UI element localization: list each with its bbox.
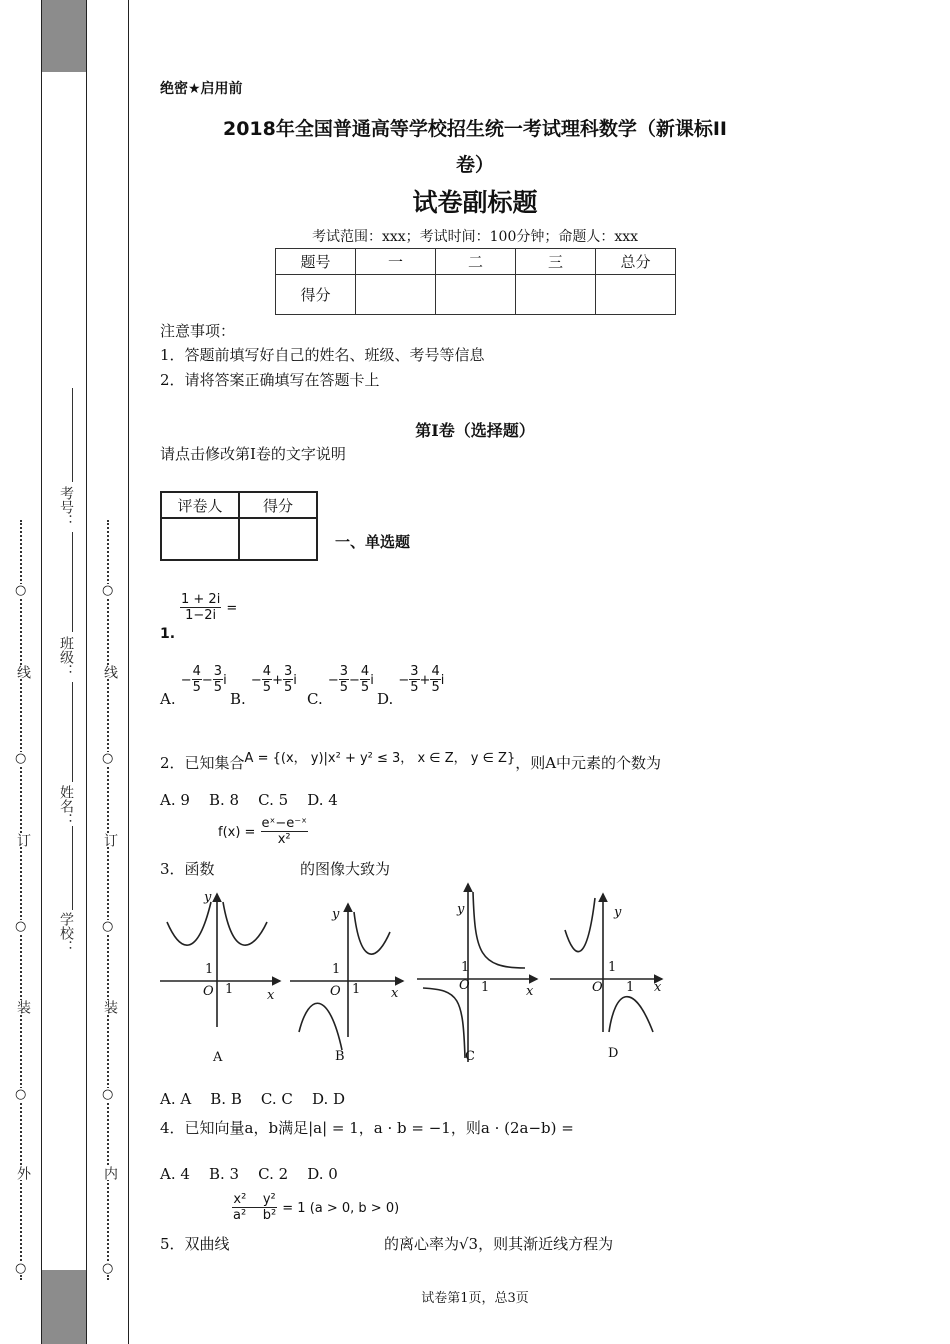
circle-mark: ○	[102, 583, 114, 598]
numerator: 4	[431, 664, 440, 679]
q1-option-d[interactable]	[377, 664, 445, 708]
operator: +	[419, 673, 431, 688]
exam-info: 考试范围：xxx；考试时间：100分钟；命题人：xxx	[311, 229, 639, 245]
notes-item: 2．请将答案正确填写在答题卡上	[160, 371, 380, 389]
margin-label-inner: 装	[102, 1000, 118, 1014]
margin-label-outer: 外	[15, 1166, 31, 1180]
page-footer: 试卷第1页，总3页	[421, 1291, 529, 1306]
denominator: 5	[410, 680, 419, 695]
notes-title: 注意事项：	[160, 322, 236, 340]
grader-cell[interactable]	[239, 518, 317, 560]
q1-expression	[180, 592, 237, 623]
circle-mark: ○	[15, 751, 27, 766]
q3-suffix: 的图像大致为	[300, 860, 391, 878]
margin-label-inner: 订	[102, 833, 118, 847]
margin-label-outer: 订	[15, 833, 31, 847]
margin-label-outer: 线	[15, 665, 31, 679]
name-field-label: 姓名：	[58, 785, 74, 827]
school-field-blank[interactable]	[72, 826, 73, 910]
origin-label: O	[592, 980, 603, 995]
numerator: 4	[360, 664, 370, 679]
tick-one-label: 1	[352, 982, 361, 997]
imaginary-unit: i	[293, 673, 297, 688]
name-field-blank[interactable]	[72, 682, 73, 782]
circle-mark: ○	[102, 1087, 114, 1102]
q1-option-a[interactable]	[160, 664, 227, 708]
circle-mark: ○	[15, 919, 27, 934]
graph-d	[550, 894, 662, 1032]
score-cell[interactable]	[516, 275, 596, 315]
secret-label: 绝密★启用前	[160, 81, 243, 97]
q5-suffix: 的离心率为√3，则其渐近线方程为	[384, 1235, 614, 1253]
graph-a-caption: A	[213, 1050, 223, 1065]
option-label: B.	[230, 690, 246, 708]
q5-equation-rest: = 1 (a > 0, b > 0)	[282, 1201, 400, 1216]
numerator: 4	[192, 664, 201, 679]
score-header: 一	[356, 249, 436, 275]
margin-label-inner: 内	[102, 1166, 118, 1180]
section-title: 第I卷（选择题）	[415, 421, 535, 440]
grader-cell[interactable]	[161, 518, 239, 560]
denominator: 5	[192, 680, 201, 695]
q2-prefix: 2．已知集合	[160, 754, 245, 772]
q3-numerator: eˣ−e⁻ˣ	[261, 816, 307, 831]
circle-mark: ○	[15, 1087, 27, 1102]
graph-c	[417, 884, 537, 1062]
margin-line-3	[128, 0, 129, 1344]
circle-mark: ○	[15, 583, 27, 598]
sign: −	[180, 673, 192, 688]
q3-denominator: x²	[277, 832, 291, 847]
class-field-blank[interactable]	[72, 532, 73, 632]
grader-table	[160, 491, 318, 561]
score-table	[275, 248, 676, 315]
q4-stem: 4．已知向量a，b满足|a| = 1，a · b = −1，则a · (2a−b) =	[160, 1119, 574, 1137]
school-field-label: 学校：	[58, 912, 74, 954]
q3-options[interactable]: A. A B. B C. C D. D	[160, 1090, 346, 1108]
q1-numerator: 1 + 2i	[181, 592, 221, 607]
q3-function	[218, 816, 308, 847]
margin-line-1	[41, 0, 42, 1344]
gray-band-bottom	[42, 1270, 86, 1344]
numerator: 3	[410, 664, 419, 679]
tick-one-label: 1	[461, 960, 470, 975]
q3-prefix: 3．函数	[160, 860, 215, 878]
numerator: 3	[213, 664, 223, 679]
operator: −	[349, 673, 360, 688]
grader-header: 评卷人	[161, 492, 239, 518]
tick-one-label: 1	[225, 982, 234, 997]
axis-y-label: y	[614, 905, 622, 920]
axis-x-label: x	[267, 988, 275, 1003]
notes-item: 1．答题前填写好自己的姓名、班级、考号等信息	[160, 346, 485, 364]
score-cell[interactable]	[356, 275, 436, 315]
circle-mark: ○	[102, 919, 114, 934]
option-label: A.	[160, 690, 176, 708]
graph-b	[290, 904, 403, 1050]
score-row-label: 得分	[276, 275, 356, 315]
denominator: 5	[213, 680, 223, 695]
class-field-label: 班级：	[58, 636, 74, 678]
sign: −	[250, 673, 262, 688]
axis-y-label: y	[457, 902, 465, 917]
imaginary-unit: i	[440, 673, 445, 688]
denominator: 5	[262, 680, 272, 695]
option-label: D.	[377, 690, 394, 708]
score-cell[interactable]	[596, 275, 676, 315]
exam-title-line1: 2018年全国普通高等学校招生统一考试理科数学（新课标II	[222, 118, 728, 140]
tick-one-label: 1	[481, 980, 490, 995]
tick-one-label: 1	[626, 980, 635, 995]
denominator: 5	[431, 680, 440, 695]
circle-mark: ○	[102, 751, 114, 766]
q3-graphs	[155, 882, 675, 1072]
graph-b-caption: B	[335, 1049, 345, 1064]
origin-label: O	[203, 984, 214, 999]
axis-y-label: y	[332, 907, 340, 922]
q1-equals: =	[226, 601, 238, 616]
margin-label-outer: 装	[15, 1000, 31, 1014]
q2-suffix: ，则A中元素的个数为	[515, 754, 662, 772]
denominator: 5	[339, 680, 348, 695]
origin-label: O	[459, 978, 470, 993]
exam-subtitle: 试卷副标题	[412, 188, 538, 217]
operator: +	[272, 673, 283, 688]
option-label: C.	[307, 690, 323, 708]
score-header: 二	[436, 249, 516, 275]
origin-label: O	[330, 984, 341, 999]
numerator: 4	[262, 664, 272, 679]
sign: −	[398, 673, 410, 688]
numerator: 3	[339, 664, 348, 679]
axis-x-label: x	[654, 980, 662, 995]
q3-lhs: f(x) =	[218, 825, 256, 840]
q2-set: A = {(x， y)|x² + y² ≤ 3， x ∈ Z， y ∈ Z}	[244, 751, 516, 766]
tick-one-label: 1	[332, 962, 341, 977]
circle-mark: ○	[102, 1261, 114, 1276]
q5-numerator: x² y²	[233, 1192, 276, 1207]
q5-equation	[232, 1192, 399, 1223]
axis-y-label: y	[204, 890, 212, 905]
exam-title-line2: 卷）	[455, 154, 494, 176]
margin-label-inner: 线	[102, 665, 118, 679]
imaginary-unit: i	[370, 673, 374, 688]
score-header: 题号	[276, 249, 356, 275]
q1-number: 1.	[160, 626, 176, 642]
imaginary-unit: i	[223, 673, 227, 688]
circle-mark: ○	[15, 1261, 27, 1276]
graph-a	[160, 894, 280, 1027]
grader-header: 得分	[239, 492, 317, 518]
q5-denominator: a² b²	[233, 1208, 277, 1223]
score-cell[interactable]	[436, 275, 516, 315]
gray-band-top	[42, 0, 86, 72]
part-title: 一、单选题	[335, 533, 411, 551]
q5-prefix: 5．双曲线	[160, 1235, 230, 1253]
q1-option-c[interactable]	[307, 664, 374, 708]
numerator: 3	[283, 664, 293, 679]
graph-d-caption: D	[608, 1046, 619, 1061]
score-header: 总分	[596, 249, 676, 275]
margin-line-2	[86, 0, 87, 1344]
exam-no-field-blank[interactable]	[72, 388, 73, 482]
sign: −	[327, 673, 339, 688]
q1-option-b[interactable]	[230, 664, 297, 708]
tick-one-label: 1	[608, 960, 617, 975]
section-desc: 请点击修改第I卷的文字说明	[160, 445, 346, 463]
score-header: 三	[516, 249, 596, 275]
graph-c-caption: C	[465, 1049, 475, 1064]
q2-options[interactable]: A. 9 B. 8 C. 5 D. 4	[160, 791, 338, 809]
exam-no-field-label: 考号：	[58, 486, 74, 528]
q2-stem	[160, 752, 661, 773]
q4-options[interactable]: A. 4 B. 3 C. 2 D. 0	[160, 1165, 338, 1183]
denominator: 5	[283, 680, 293, 695]
axis-x-label: x	[526, 984, 534, 999]
axis-x-label: x	[391, 986, 399, 1001]
denominator: 5	[360, 680, 370, 695]
operator: −	[201, 673, 213, 688]
tick-one-label: 1	[205, 962, 214, 977]
q1-denominator: 1−2i	[185, 608, 217, 623]
